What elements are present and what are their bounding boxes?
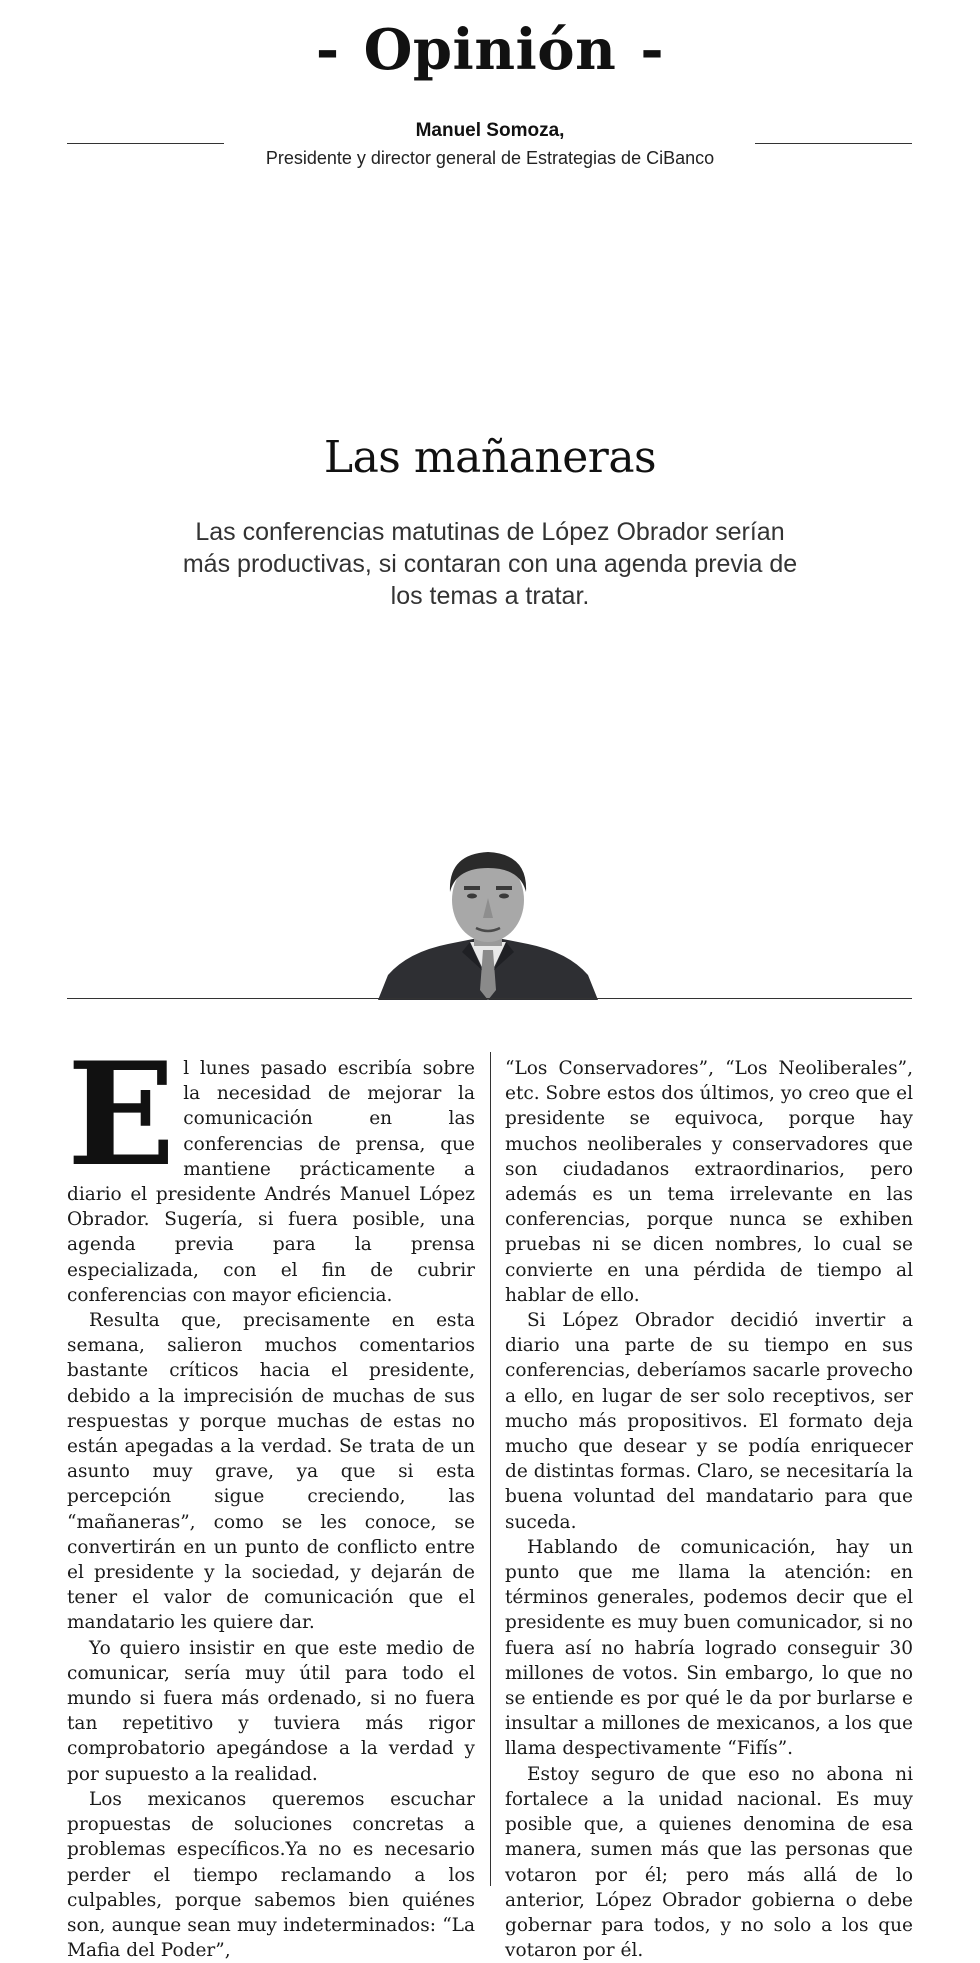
drop-cap: E (67, 1032, 176, 1198)
article-column-right (505, 1056, 913, 1963)
article-column-left (67, 1032, 475, 1963)
paragraph-5: Si López Obrador decidió invertir a diario una parte de su tiempo en sus conferencias, deberíamos sacarle provecho a ello, en lugar de ser solo receptivos, ser mucho más propositivos. El formato deja mucho que desear y se podía enriquecer de distintas formas. Claro, se necesitaría la buena voluntad del mandatario para que suceda. (505, 1310, 913, 1533)
paragraph-1 (67, 1032, 475, 1308)
section-name: Opinión (363, 17, 617, 83)
paragraph-1-text: l lunes pasado escribía sobre la necesidad de mejorar la comunicación en las conferencias de prensa, que mantiene prácticamente a diario el presidente Andrés Manuel López Obrador. Sugería, si fuera posible, una agenda previa para la prensa especializada, con el fin de cubrir conferencias con mayor eficiencia. (67, 1058, 475, 1306)
author-portrait-icon (378, 840, 598, 1000)
section-title (0, 14, 980, 86)
article-headline: Las mañaneras (323, 432, 657, 483)
article-dek: Las conferencias matutinas de López Obrador serían más productivas, si contaran con una agenda previa de los temas a tratar. (182, 518, 798, 610)
author-name: Manuel Somoza, (415, 120, 565, 141)
paragraph-3: Yo quiero insistir en que este medio de comunicar, sería muy útil para todo el mundo si fuera más ordenado, si no fuera tan repetitivo y tuviera más rigor comprobatorio apegándose a la verdad y por supuesto a la realidad. (67, 1637, 475, 1785)
byline-rule-left (67, 143, 224, 144)
byline-rule-right (755, 143, 912, 144)
author-role: Presidente y director general de Estrategias de CiBanco (265, 148, 715, 168)
paragraph-2: Resulta que, precisamente en esta semana, salieron muchos comentarios bastante críticos hacia el presidente, debido a la imprecisión de muchas de sus respuestas y porque muchas de estas no están apegadas a la verdad. Se trata de un asunto muy grave, ya que si esta percepción sigue creciendo, las “mañaneras”, como se les conoce, se convertirán en un punto de conflicto entre el presidente y la sociedad, y dejarán de tener el valor de comunicación que el mandatario les quiere dar. (67, 1310, 475, 1634)
photo-baseline-rule (67, 998, 912, 999)
title-dash-left: - (315, 17, 340, 83)
paragraph-7: Estoy seguro de que eso no abona ni fortalece a la unidad nacional. Es muy posible que, a quienes denomina de esa manera, sumen más que las personas que votaron por él; pero más allá de lo anterior, López Obrador gobierna o debe gobernar para todos, y no solo a los que votaron por él. (505, 1763, 913, 1962)
paragraph-4-continued: “Los Conservadores”, “Los Neoliberales”, etc. Sobre estos dos últimos, yo creo que el presidente se equivoca, porque hay muchos neoliberales y conservadores que son ciudadanos extraordinarios, pero además es un tema irrelevante en las conferencias, porque nunca se exhiben pruebas ni se dicen nombres, lo cual se convierte en una pérdida de tiempo al hablar de ello. (505, 1058, 913, 1306)
paragraph-6: Hablando de comunicación, hay un punto que me llama la atención: en términos generales, podemos decir que el presidente es muy buen comunicador, si no fuera así no habría logrado conseguir 30 millones de votos. Sin embargo, lo que no se entiende es por qué le da por burlarse e insultar a millones de mexicanos, a los que llama despectivamente “Fifís”. (505, 1536, 913, 1760)
paragraph-4: Los mexicanos queremos escuchar propuestas de soluciones concretas a problemas específicos.Ya no es necesario perder el tiempo reclamando a los culpables, porque sabemos bien quiénes son, aunque sean muy indeterminados: “La Mafia del Poder”, (67, 1788, 475, 1962)
title-dash-right: - (640, 17, 665, 83)
column-divider (490, 1052, 491, 1886)
